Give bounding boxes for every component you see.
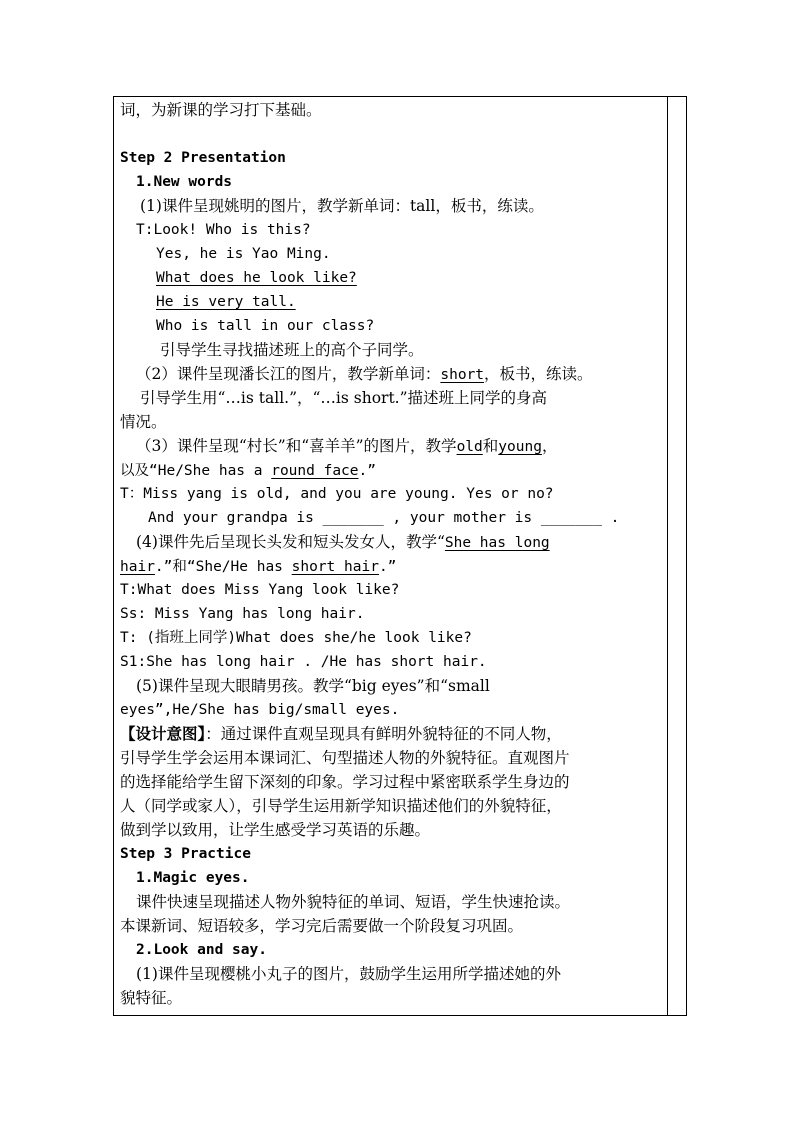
table-column-divider [667, 96, 668, 1016]
text-span: （2）课件呈现潘长江的图片，教学新单词： [136, 365, 441, 383]
text-span: .” [358, 463, 376, 479]
step-heading: Step 2 Presentation [120, 150, 286, 166]
text-span: 以及“He/She has a [120, 463, 272, 479]
text-span: 和 [482, 437, 499, 455]
dialogue-line: What does he look like? [156, 270, 357, 286]
section-heading: 1.Magic eyes. [136, 870, 250, 886]
text-span: ，板书，练读。 [484, 365, 593, 383]
text-line: 人（同学或家人），引导学生运用新学知识描述他们的外貌特征， [120, 797, 562, 815]
design-intent-line [120, 722, 562, 746]
text-line: 词，为新课的学习打下基础。 [120, 101, 322, 119]
text-line: 课件快速呈现描述人物外貌特征的单词、短语，学生快速抢读。 [136, 893, 571, 911]
text-line: 本课新词、短语较多，学习完后需要做一个阶段复习巩固。 [120, 917, 524, 935]
text-line: 的选择能给学生留下深刻的印象。学习过程中紧密联系学生身边的 [120, 773, 570, 791]
dialogue-line: Ss: Miss Yang has long hair. [120, 606, 365, 622]
text-line [136, 362, 593, 386]
dialogue-line: Who is tall in our class? [156, 318, 375, 334]
text-line: eyes”,He/She has big/small eyes. [120, 702, 400, 718]
dialogue-line: T: (指班上同学)What does she/he look like? [120, 630, 472, 646]
text-line [120, 458, 376, 482]
text-line: 貌特征。 [120, 989, 183, 1007]
dialogue-line: T:What does Miss Yang look like? [120, 582, 400, 598]
text-line: (1)课件呈现樱桃小丸子的图片，鼓励学生运用所学描述她的外 [136, 965, 561, 983]
text-span: ， [541, 437, 558, 455]
text-line: (1)课件呈现姚明的图片，教学新单词：tall，板书，练读。 [140, 197, 544, 215]
text-span: .” [378, 559, 397, 575]
step-heading: Step 3 Practice [120, 846, 251, 862]
vocab-phrase: round face [271, 463, 359, 479]
section-heading: 1.New words [136, 174, 233, 190]
text-line [120, 554, 396, 578]
vocab-phrase: She has long [444, 535, 550, 551]
dialogue-line: S1:She has long hair . /He has short hair. [120, 654, 487, 670]
text-line: 情况。 [120, 413, 167, 431]
dialogue-line: And your grandpa is _______ , your mother is _______ . [148, 510, 620, 526]
vocab-word: old [456, 439, 483, 455]
dialogue-line: Yes, he is Yao Ming. [156, 246, 331, 262]
text-span: （3）课件呈现“村长”和“喜羊羊”的图片，教学 [136, 437, 457, 455]
text-line: 做到学以致用，让学生感受学习英语的乐趣。 [120, 821, 431, 839]
vocab-word: short [440, 367, 485, 383]
text-line: (5)课件呈现大眼睛男孩。教学“big eyes”和“small [136, 677, 490, 695]
vocab-phrase: hair [120, 559, 155, 575]
text-line [136, 434, 557, 458]
text-line [136, 530, 550, 554]
vocab-phrase: short hair [291, 559, 379, 575]
text-line: 引导学生寻找描述班上的高个子同学。 [160, 341, 424, 359]
section-heading: 2.Look and say. [136, 942, 267, 958]
text-line: 引导学生学会运用本课词汇、句型描述人物的外貌特征。直观图片 [120, 749, 570, 767]
text-span: .”和“She/He has [154, 559, 292, 575]
text-span: ：通过课件直观呈现具有鲜明外貌特征的不同人物， [205, 725, 562, 743]
vocab-word: young [498, 439, 542, 455]
dialogue-line: T:Look! Who is this? [136, 222, 311, 238]
dialogue-line: T：Miss yang is old, and you are young. Yes or no? [120, 486, 554, 502]
dialogue-line: He is very tall. [156, 294, 296, 310]
design-intent-label: 【设计意图】 [120, 724, 206, 743]
text-span: (4)课件先后呈现长头发和短头发女人，教学“ [136, 533, 445, 551]
text-line: 引导学生用“…is tall.”，“…is short.”描述班上同学的身高 [140, 389, 548, 407]
